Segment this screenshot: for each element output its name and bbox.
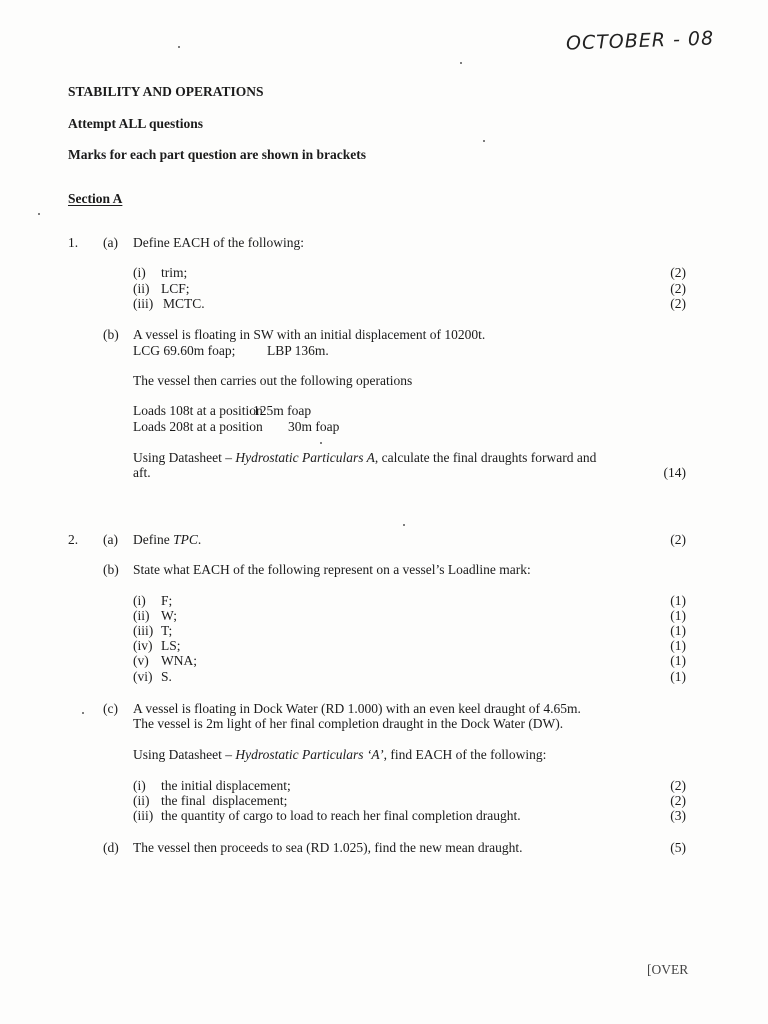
over-page-marker: [OVER bbox=[647, 962, 689, 977]
q1a-item-text: MCTC. bbox=[163, 296, 205, 311]
q2c-item-marks: (2) bbox=[670, 778, 686, 793]
q2c-item-text: the quantity of cargo to load to reach her final completion draught. bbox=[161, 808, 521, 823]
scan-speck bbox=[403, 524, 405, 526]
q2b-item-num: (v) bbox=[133, 653, 149, 668]
question-number-1: 1. bbox=[68, 235, 79, 250]
q2b-item-num: (iv) bbox=[133, 638, 153, 653]
q2c-item-marks: (2) bbox=[670, 793, 686, 808]
q2b-label: (b) bbox=[103, 562, 119, 577]
q1b-task-pre: Using Datasheet – bbox=[133, 450, 236, 465]
scan-speck bbox=[82, 712, 84, 714]
q2b-item-marks: (1) bbox=[670, 669, 686, 684]
paper-title: STABILITY AND OPERATIONS bbox=[68, 84, 264, 99]
q1a-item-num: (ii) bbox=[133, 281, 150, 296]
q1a-item-marks: (2) bbox=[670, 265, 686, 280]
q2c-task bbox=[133, 747, 546, 763]
scan-speck bbox=[178, 46, 180, 48]
q1a-item-text: trim; bbox=[161, 265, 188, 280]
q1b-load-text: Loads 108t at a position bbox=[133, 403, 263, 418]
section-heading: Section A bbox=[68, 191, 123, 206]
q2c-task-post: , find EACH of the following: bbox=[383, 747, 547, 762]
q2a-text-term: TPC bbox=[173, 532, 198, 547]
q2c-item-num: (ii) bbox=[133, 793, 150, 808]
q1b-lcg: LCG 69.60m foap; bbox=[133, 343, 236, 358]
q1b-task bbox=[133, 450, 596, 466]
q2d-text: The vessel then proceeds to sea (RD 1.025), find the new mean draught. bbox=[133, 840, 523, 855]
q2c-task-pre: Using Datasheet – bbox=[133, 747, 236, 762]
q2c-line2: The vessel is 2m light of her final completion draught in the Dock Water (DW). bbox=[133, 716, 564, 731]
q2c-item-marks: (3) bbox=[670, 808, 686, 823]
q1a-item-marks: (2) bbox=[670, 281, 686, 296]
q2b-item-num: (ii) bbox=[133, 608, 150, 623]
q1a-item-text: LCF; bbox=[161, 281, 190, 296]
q2b-item-text: W; bbox=[161, 608, 177, 623]
q2a-text bbox=[133, 532, 201, 548]
q1b-lbp: LBP 136m. bbox=[267, 343, 329, 358]
q1b-operations-intro: The vessel then carries out the following operations bbox=[133, 373, 413, 388]
q2b-item-num: (vi) bbox=[133, 669, 153, 684]
q2a-marks: (2) bbox=[670, 532, 686, 547]
q2b-item-text: LS; bbox=[161, 638, 181, 653]
q2b-item-text: T; bbox=[161, 623, 173, 638]
scan-speck bbox=[38, 213, 40, 215]
q2a-label: (a) bbox=[103, 532, 118, 547]
q2d-label: (d) bbox=[103, 840, 119, 855]
q1b-load-text: Loads 208t at a position bbox=[133, 419, 263, 434]
q1b-load-position: 30m foap bbox=[288, 419, 340, 434]
q2c-item-text: the initial displacement; bbox=[161, 778, 291, 793]
q2b-item-marks: (1) bbox=[670, 623, 686, 638]
q1a-item-num: (i) bbox=[133, 265, 146, 280]
q1b-task-end: aft. bbox=[133, 465, 151, 480]
q2b-item-marks: (1) bbox=[670, 653, 686, 668]
q1a-item-num: (iii) bbox=[133, 296, 154, 311]
q2b-item-marks: (1) bbox=[670, 638, 686, 653]
q1a-label: (a) bbox=[103, 235, 118, 250]
q2a-text-pre: Define bbox=[133, 532, 174, 547]
q2b-item-marks: (1) bbox=[670, 593, 686, 608]
q1b-line1: A vessel is floating in SW with an initial displacement of 10200t. bbox=[133, 327, 486, 342]
q1a-text: Define EACH of the following: bbox=[133, 235, 304, 250]
q2c-item-text: the final displacement; bbox=[161, 793, 288, 808]
q2b-item-text: F; bbox=[161, 593, 173, 608]
q1b-label: (b) bbox=[103, 327, 119, 342]
q1a-item-marks: (2) bbox=[670, 296, 686, 311]
q1b-marks: (14) bbox=[663, 465, 686, 480]
scan-speck bbox=[460, 62, 462, 64]
scan-speck bbox=[483, 140, 485, 142]
handwritten-date-note: OCTOBER - 08 bbox=[565, 27, 715, 55]
q2b-item-num: (i) bbox=[133, 593, 146, 608]
question-number-2: 2. bbox=[68, 532, 79, 547]
q1b-load-position: 125m foap bbox=[253, 403, 312, 418]
q2b-item-text: S. bbox=[161, 669, 172, 684]
q2d-marks: (5) bbox=[670, 840, 686, 855]
q2b-item-marks: (1) bbox=[670, 608, 686, 623]
q2b-text: State what EACH of the following represent on a vessel’s Loadline mark: bbox=[133, 562, 531, 577]
q2c-line1: A vessel is floating in Dock Water (RD 1.000) with an even keel draught of 4.65m. bbox=[133, 701, 581, 716]
q2c-task-datasheet: Hydrostatic Particulars ‘A’ bbox=[235, 747, 384, 762]
q2a-text-post: . bbox=[197, 532, 202, 547]
q2c-item-num: (iii) bbox=[133, 808, 154, 823]
q2b-item-num: (iii) bbox=[133, 623, 154, 638]
q1b-task-post: , calculate the final draughts forward and bbox=[374, 450, 597, 465]
scan-speck bbox=[320, 442, 322, 444]
q2b-item-text: WNA; bbox=[161, 653, 197, 668]
instruction-marks: Marks for each part question are shown in brackets bbox=[68, 147, 367, 162]
q2c-item-num: (i) bbox=[133, 778, 146, 793]
instruction-attempt: Attempt ALL questions bbox=[68, 116, 204, 131]
q2c-label: (c) bbox=[103, 701, 118, 716]
q1b-task-datasheet: Hydrostatic Particulars A bbox=[235, 450, 375, 465]
